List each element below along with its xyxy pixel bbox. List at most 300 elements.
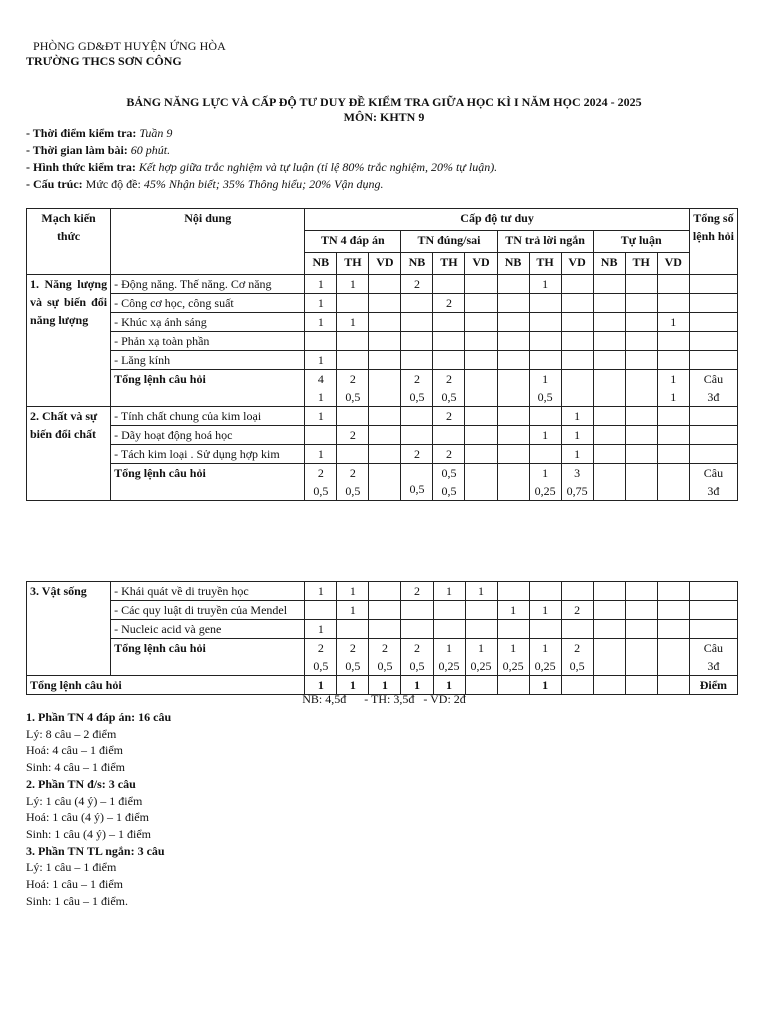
count-cell bbox=[337, 620, 369, 639]
section-total-cell bbox=[337, 464, 369, 501]
level-header: VD bbox=[465, 253, 497, 275]
total-count: 1 bbox=[542, 466, 549, 480]
count-cell bbox=[497, 332, 529, 351]
section-total-cell bbox=[625, 639, 657, 676]
total-points: 0,25 bbox=[470, 659, 492, 673]
section-total-cell bbox=[529, 464, 561, 501]
level-summary bbox=[0, 692, 768, 707]
total-points: 0,5 bbox=[537, 390, 553, 404]
total-points bbox=[468, 386, 493, 402]
count-cell bbox=[401, 313, 433, 332]
count-cell bbox=[593, 620, 625, 639]
grand-total-cell: 1 bbox=[369, 676, 401, 695]
count-cell bbox=[625, 620, 657, 639]
section-total-cell bbox=[337, 639, 369, 676]
table-row bbox=[27, 407, 738, 426]
total-count: Câu bbox=[703, 466, 724, 480]
count-cell bbox=[561, 351, 593, 370]
count-cell bbox=[369, 620, 401, 639]
level-header: VD bbox=[369, 253, 401, 275]
count-cell bbox=[689, 601, 737, 620]
content-cell: - Lăng kính bbox=[111, 351, 305, 370]
count-cell bbox=[689, 620, 737, 639]
level-header: NB bbox=[401, 253, 433, 275]
total-count bbox=[629, 464, 654, 480]
count-cell: 1 bbox=[305, 582, 337, 601]
section-total-cell bbox=[625, 370, 657, 407]
count-cell: 2 bbox=[433, 407, 465, 426]
count-cell bbox=[401, 620, 433, 639]
count-cell bbox=[497, 582, 529, 601]
section-total-cell bbox=[465, 464, 497, 501]
count-cell bbox=[401, 332, 433, 351]
total-count bbox=[661, 639, 686, 655]
section-total-row bbox=[27, 464, 738, 501]
section-total-cell bbox=[497, 370, 529, 407]
count-cell bbox=[433, 620, 465, 639]
count-cell bbox=[529, 582, 561, 601]
department-name: PHÒNG GD&ĐT HUYỆN ỨNG HÒA bbox=[33, 39, 226, 53]
count-cell: 1 bbox=[305, 294, 337, 313]
count-cell bbox=[625, 351, 657, 370]
grand-total-cell: 1 bbox=[305, 676, 337, 695]
info-time-value: Tuần 9 bbox=[139, 126, 173, 140]
count-cell bbox=[561, 332, 593, 351]
section-total-cell bbox=[369, 370, 401, 407]
count-cell bbox=[561, 313, 593, 332]
count-cell bbox=[305, 426, 337, 445]
summary-nb: NB: 4,5đ bbox=[302, 692, 347, 706]
total-points: 0,25 bbox=[502, 659, 524, 673]
count-cell bbox=[465, 332, 497, 351]
total-points: 0,5 bbox=[313, 484, 329, 498]
group-header: TN trả lời ngắn bbox=[497, 231, 593, 253]
section-total-cell bbox=[657, 370, 689, 407]
total-points bbox=[629, 386, 654, 402]
count-cell bbox=[625, 313, 657, 332]
total-points bbox=[501, 386, 526, 402]
count-cell bbox=[337, 294, 369, 313]
count-cell bbox=[657, 445, 689, 464]
count-cell bbox=[305, 601, 337, 620]
count-cell bbox=[369, 601, 401, 620]
section-total-cell bbox=[305, 370, 337, 407]
total-count bbox=[404, 464, 429, 480]
note-line: Hoá: 1 câu (4 ý) – 1 điểm bbox=[26, 810, 149, 825]
level-header: TH bbox=[337, 253, 369, 275]
school-name: TRƯỜNG THCS SƠN CÔNG bbox=[26, 54, 182, 68]
summary-th: - TH: 3,5đ bbox=[364, 692, 415, 706]
total-count: 2 bbox=[317, 466, 324, 480]
section-total-row bbox=[27, 639, 738, 676]
count-cell bbox=[433, 426, 465, 445]
count-cell bbox=[593, 351, 625, 370]
count-cell: 2 bbox=[401, 582, 433, 601]
count-cell bbox=[593, 332, 625, 351]
count-cell bbox=[497, 313, 529, 332]
group-header: Tự luận bbox=[593, 231, 689, 253]
section-total-cell bbox=[657, 639, 689, 676]
count-cell bbox=[657, 332, 689, 351]
count-cell bbox=[529, 407, 561, 426]
note-line: 1. Phần TN 4 đáp án: 16 câu bbox=[26, 710, 172, 724]
content-cell: - Khúc xạ ánh sáng bbox=[111, 313, 305, 332]
total-points bbox=[629, 655, 654, 671]
content-cell: - Nucleic acid và gene bbox=[111, 620, 305, 639]
content-cell: - Công cơ học, công suất bbox=[111, 294, 305, 313]
total-count: 2 bbox=[349, 641, 356, 655]
count-cell bbox=[689, 351, 737, 370]
total-count bbox=[468, 464, 493, 480]
count-cell bbox=[401, 601, 433, 620]
count-cell bbox=[625, 407, 657, 426]
header-content: Nội dung bbox=[111, 209, 305, 275]
header-level: Cấp độ tư duy bbox=[305, 209, 690, 231]
total-points: 0,5 bbox=[345, 659, 361, 673]
count-cell bbox=[625, 582, 657, 601]
total-count bbox=[501, 370, 526, 386]
info-duration-value: 60 phút. bbox=[130, 143, 171, 157]
count-cell bbox=[529, 313, 561, 332]
total-count: 2 bbox=[349, 372, 356, 386]
count-cell bbox=[465, 407, 497, 426]
count-cell bbox=[465, 426, 497, 445]
count-cell bbox=[625, 601, 657, 620]
count-cell bbox=[369, 426, 401, 445]
section-total-label: Tổng lệnh câu hỏi bbox=[111, 639, 305, 676]
total-count bbox=[597, 370, 622, 386]
count-cell: 1 bbox=[305, 620, 337, 639]
count-cell bbox=[465, 601, 497, 620]
section-total-cell bbox=[689, 370, 737, 407]
level-header: TH bbox=[625, 253, 657, 275]
table-row bbox=[27, 426, 738, 445]
count-cell bbox=[657, 426, 689, 445]
count-cell bbox=[625, 332, 657, 351]
total-points bbox=[372, 480, 397, 496]
content-cell: - Dãy hoạt động hoá học bbox=[111, 426, 305, 445]
count-cell: 1 bbox=[305, 351, 337, 370]
total-count bbox=[565, 370, 590, 386]
note-line: Sinh: 1 câu – 1 điểm. bbox=[26, 893, 128, 908]
count-cell bbox=[689, 275, 737, 294]
count-cell bbox=[369, 582, 401, 601]
section-total-cell bbox=[401, 464, 433, 501]
count-cell bbox=[497, 275, 529, 294]
total-count: 1 bbox=[446, 641, 453, 655]
count-cell: 2 bbox=[401, 275, 433, 294]
section-total-cell bbox=[561, 639, 593, 676]
count-cell bbox=[369, 332, 401, 351]
count-cell bbox=[529, 445, 561, 464]
note-line: Sinh: 4 câu – 1 điểm bbox=[26, 760, 125, 775]
competency-table-part2 bbox=[26, 581, 738, 695]
count-cell bbox=[369, 313, 401, 332]
count-cell: 1 bbox=[337, 582, 369, 601]
total-count: 0,5 bbox=[441, 466, 457, 480]
table-row bbox=[27, 313, 738, 332]
total-count bbox=[597, 639, 622, 655]
section-total-cell bbox=[305, 464, 337, 501]
section-total-cell bbox=[369, 639, 401, 676]
count-cell bbox=[433, 275, 465, 294]
count-cell: 2 bbox=[401, 445, 433, 464]
section-total-cell bbox=[369, 464, 401, 501]
count-cell: 1 bbox=[305, 275, 337, 294]
section-total-cell bbox=[497, 464, 529, 501]
count-cell bbox=[689, 294, 737, 313]
count-cell bbox=[529, 294, 561, 313]
total-points bbox=[565, 386, 590, 402]
table-row bbox=[27, 275, 738, 294]
topic-cell: 3. Vật sống bbox=[27, 582, 111, 676]
group-header: TN đúng/sai bbox=[401, 231, 497, 253]
competency-table-part1 bbox=[26, 208, 738, 501]
content-cell: - Các quy luật di truyền của Mendel bbox=[111, 601, 305, 620]
total-count bbox=[629, 639, 654, 655]
count-cell bbox=[561, 620, 593, 639]
count-cell bbox=[593, 407, 625, 426]
document-title: BẢNG NĂNG LỰC VÀ CẤP ĐỘ TƯ DUY ĐỀ KIỂM TRA GIỮA HỌC KÌ I NĂM HỌC 2024 - 2025 bbox=[126, 95, 642, 109]
section-total-cell bbox=[497, 639, 529, 676]
table-row bbox=[27, 445, 738, 464]
count-cell: 1 bbox=[561, 407, 593, 426]
group-header: TN 4 đáp án bbox=[305, 231, 401, 253]
total-count bbox=[629, 370, 654, 386]
section-total-cell bbox=[593, 639, 625, 676]
level-header: TH bbox=[433, 253, 465, 275]
info-duration-label: - Thời gian làm bài: bbox=[26, 143, 128, 157]
count-cell bbox=[657, 601, 689, 620]
count-cell: 1 bbox=[305, 445, 337, 464]
grand-total-label: Tổng lệnh câu hỏi bbox=[27, 676, 305, 695]
count-cell bbox=[497, 294, 529, 313]
total-count: 2 bbox=[574, 641, 581, 655]
total-points: 0,5 bbox=[441, 390, 457, 404]
notes-list bbox=[26, 709, 171, 909]
count-cell: 1 bbox=[529, 426, 561, 445]
total-count: 2 bbox=[413, 641, 420, 655]
count-cell bbox=[337, 407, 369, 426]
count-cell: 2 bbox=[561, 601, 593, 620]
count-cell bbox=[369, 351, 401, 370]
content-cell: - Tách kim loại . Sử dụng hợp kim bbox=[111, 445, 305, 464]
section-total-cell bbox=[401, 639, 433, 676]
total-count bbox=[501, 464, 526, 480]
count-cell bbox=[689, 426, 737, 445]
subject-title: MÔN: KHTN 9 bbox=[343, 110, 425, 124]
total-points bbox=[372, 386, 397, 402]
count-cell: 1 bbox=[529, 275, 561, 294]
section-total-cell bbox=[593, 370, 625, 407]
total-count: 4 bbox=[317, 372, 324, 386]
count-cell bbox=[689, 445, 737, 464]
count-cell bbox=[337, 332, 369, 351]
count-cell bbox=[593, 294, 625, 313]
count-cell bbox=[401, 407, 433, 426]
count-cell bbox=[625, 294, 657, 313]
count-cell bbox=[369, 407, 401, 426]
total-points bbox=[629, 480, 654, 496]
count-cell bbox=[497, 407, 529, 426]
count-cell bbox=[465, 275, 497, 294]
info-time bbox=[26, 125, 497, 142]
topic-cell: 2. Chất và sự biến đổi chất bbox=[27, 407, 111, 501]
table-row bbox=[27, 294, 738, 313]
total-points: 0,5 bbox=[409, 482, 425, 496]
section-total-row bbox=[27, 370, 738, 407]
total-count: Câu bbox=[703, 372, 724, 386]
total-count bbox=[468, 370, 493, 386]
note-line: 2. Phần TN đ/s: 3 câu bbox=[26, 776, 136, 791]
total-points: 0,25 bbox=[534, 484, 556, 498]
table-row bbox=[27, 351, 738, 370]
total-points bbox=[597, 386, 622, 402]
section-total-cell bbox=[337, 370, 369, 407]
count-cell: 1 bbox=[337, 313, 369, 332]
section-total-cell bbox=[561, 370, 593, 407]
section-total-cell bbox=[401, 370, 433, 407]
content-cell: - Khái quát về di truyền học bbox=[111, 582, 305, 601]
count-cell bbox=[625, 445, 657, 464]
count-cell bbox=[465, 445, 497, 464]
total-points: 0,75 bbox=[566, 484, 588, 498]
info-structure-value: 45% Nhận biết; 35% Thông hiểu; 20% Vận dụng. bbox=[143, 177, 384, 191]
count-cell: 1 bbox=[561, 445, 593, 464]
count-cell: 1 bbox=[657, 313, 689, 332]
count-cell bbox=[433, 351, 465, 370]
total-count: 2 bbox=[413, 372, 420, 386]
count-cell bbox=[689, 582, 737, 601]
header-topic: Mạch kiến thức bbox=[27, 209, 111, 275]
count-cell: 1 bbox=[561, 426, 593, 445]
note-line: Lý: 8 câu – 2 điểm bbox=[26, 726, 117, 741]
total-points bbox=[501, 480, 526, 496]
section-total-cell bbox=[433, 370, 465, 407]
count-cell bbox=[657, 294, 689, 313]
total-points: 3đ bbox=[707, 484, 720, 498]
note-line: Lý: 1 câu – 1 điểm bbox=[26, 860, 117, 875]
total-count: Câu bbox=[703, 641, 724, 655]
count-cell bbox=[497, 426, 529, 445]
table-row bbox=[27, 620, 738, 639]
count-cell bbox=[401, 426, 433, 445]
count-cell bbox=[369, 275, 401, 294]
count-cell bbox=[433, 313, 465, 332]
count-cell bbox=[337, 445, 369, 464]
total-count: 1 bbox=[478, 641, 485, 655]
total-count: 2 bbox=[445, 372, 452, 386]
total-points: 0,5 bbox=[409, 390, 425, 404]
table-row bbox=[27, 582, 738, 601]
note-line: Hoá: 4 câu – 1 điểm bbox=[26, 743, 123, 758]
info-block bbox=[26, 125, 497, 193]
section-total-cell bbox=[529, 370, 561, 407]
count-cell bbox=[689, 332, 737, 351]
count-cell bbox=[561, 294, 593, 313]
section-total-cell bbox=[625, 464, 657, 501]
section-total-cell bbox=[561, 464, 593, 501]
count-cell bbox=[465, 294, 497, 313]
total-points bbox=[597, 480, 622, 496]
count-cell bbox=[497, 445, 529, 464]
level-header: NB bbox=[305, 253, 337, 275]
count-cell: 2 bbox=[433, 445, 465, 464]
count-cell bbox=[689, 407, 737, 426]
level-header: NB bbox=[593, 253, 625, 275]
section-total-cell bbox=[433, 464, 465, 501]
count-cell: 1 bbox=[337, 601, 369, 620]
note-line: 3. Phần TN TL ngắn: 3 câu bbox=[26, 843, 165, 858]
count-cell bbox=[593, 582, 625, 601]
topic-cell: 1. Năng lượng và sự biến đổi năng lượng bbox=[27, 275, 111, 407]
total-points: 0,5 bbox=[441, 484, 457, 498]
total-points bbox=[661, 655, 686, 671]
count-cell bbox=[657, 351, 689, 370]
total-count: 1 bbox=[510, 641, 517, 655]
note-line: Hoá: 1 câu – 1 điểm bbox=[26, 877, 123, 892]
section-total-cell bbox=[465, 370, 497, 407]
count-cell: 1 bbox=[497, 601, 529, 620]
total-points: 0,25 bbox=[534, 659, 556, 673]
total-count: 2 bbox=[381, 641, 388, 655]
section-total-cell bbox=[593, 464, 625, 501]
count-cell bbox=[465, 620, 497, 639]
note-line: Sinh: 1 câu (4 ý) – 1 điểm bbox=[26, 826, 151, 841]
total-points: 0,5 bbox=[345, 484, 361, 498]
count-cell bbox=[465, 313, 497, 332]
count-cell bbox=[657, 407, 689, 426]
section-total-label: Tổng lệnh câu hỏi bbox=[111, 464, 305, 501]
level-header: TH bbox=[529, 253, 561, 275]
section-total-cell bbox=[465, 639, 497, 676]
grand-total-cell: 1 bbox=[401, 676, 433, 695]
count-cell bbox=[305, 332, 337, 351]
section-total-cell bbox=[433, 639, 465, 676]
grand-total-cell: 1 bbox=[529, 676, 561, 695]
info-structure bbox=[26, 176, 497, 193]
content-cell: - Phản xạ toàn phần bbox=[111, 332, 305, 351]
count-cell: 1 bbox=[465, 582, 497, 601]
level-header: VD bbox=[561, 253, 593, 275]
total-points bbox=[597, 655, 622, 671]
total-count: 1 bbox=[542, 372, 549, 386]
level-header: NB bbox=[497, 253, 529, 275]
section-total-cell bbox=[657, 464, 689, 501]
count-cell bbox=[529, 332, 561, 351]
total-points: 1 bbox=[670, 390, 677, 404]
count-cell bbox=[657, 620, 689, 639]
info-form-label: - Hình thức kiểm tra: bbox=[26, 160, 136, 174]
grand-total-cell: Điểm bbox=[689, 676, 737, 695]
total-count: 1 bbox=[670, 372, 677, 386]
content-cell: - Tính chất chung của kim loại bbox=[111, 407, 305, 426]
count-cell bbox=[625, 426, 657, 445]
count-cell: 2 bbox=[433, 294, 465, 313]
total-count bbox=[372, 464, 397, 480]
section-total-label: Tổng lệnh câu hỏi bbox=[111, 370, 305, 407]
level-header: VD bbox=[657, 253, 689, 275]
info-form-value: Kết hợp giữa trắc nghiệm và tự luận (tỉ lệ 80% trắc nghiệm, 20% tự luận). bbox=[138, 160, 498, 174]
table-row bbox=[27, 332, 738, 351]
info-form bbox=[26, 159, 497, 176]
header-total: Tổng số lệnh hỏi bbox=[689, 209, 737, 275]
count-cell bbox=[657, 582, 689, 601]
total-points: 0,5 bbox=[409, 659, 425, 673]
count-cell bbox=[337, 351, 369, 370]
section-total-cell bbox=[689, 639, 737, 676]
total-count bbox=[597, 464, 622, 480]
